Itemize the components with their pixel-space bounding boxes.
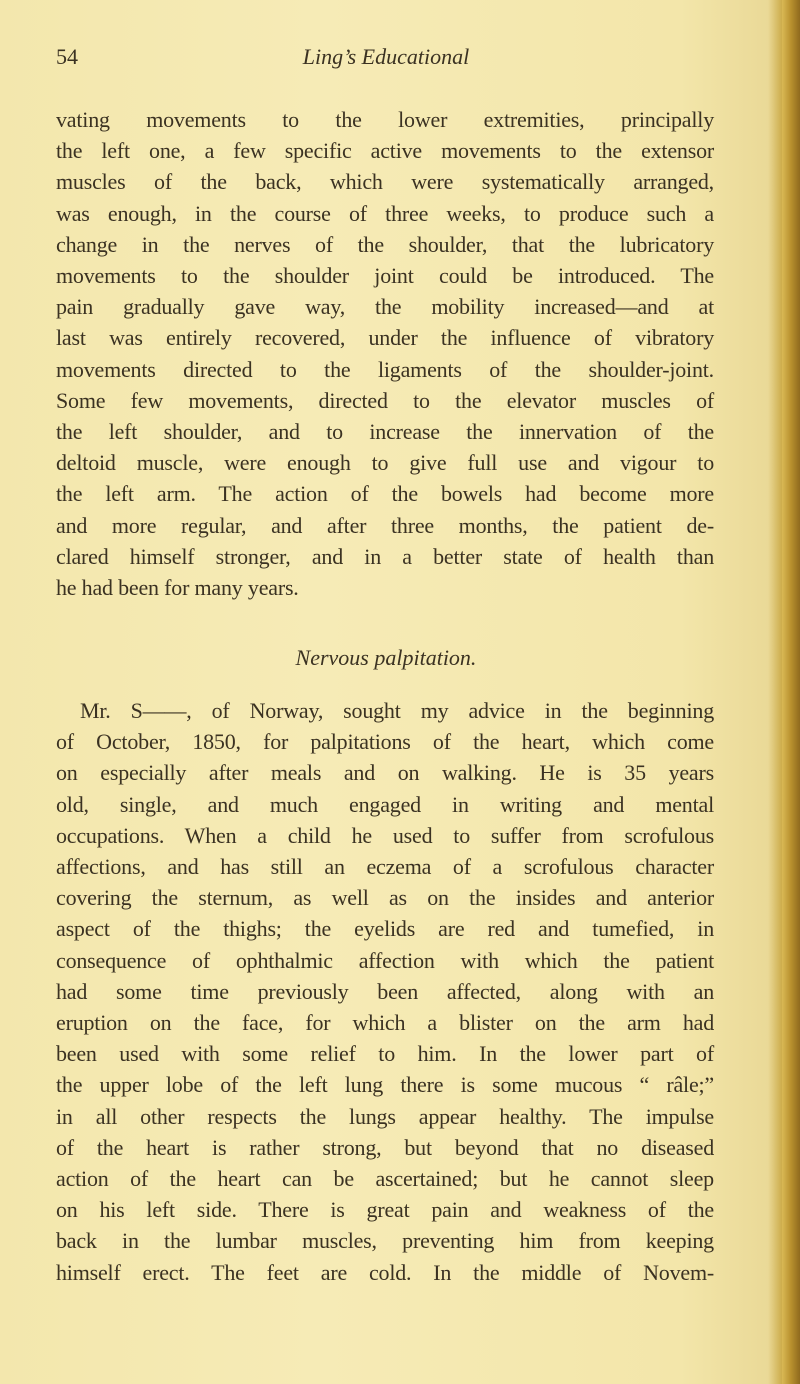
- text-line: aspect of the thighs; the eyelids are red and tumefied, in: [56, 916, 714, 942]
- text-line: old, single, and much engaged in writing and mental: [56, 791, 714, 817]
- text-line: last was entirely recovered, under the influence of vibratory: [56, 325, 714, 351]
- text-line: was enough, in the course of three weeks, to produce such a: [56, 200, 714, 226]
- text-line: of October, 1850, for palpitations of the heart, which come: [56, 729, 714, 755]
- text-line: muscles of the back, which were systematically arranged,: [56, 169, 714, 195]
- text-line: he had been for many years.: [56, 575, 299, 600]
- running-title: Ling’s Educational: [302, 44, 470, 69]
- text-line: action of the heart can be ascertained; but he cannot sleep: [56, 1166, 714, 1191]
- text-line: in all other respects the lungs appear healthy. The impulse: [56, 1103, 714, 1129]
- text-line: been used with some relief to him. In the lower part of: [56, 1041, 714, 1067]
- text-line: clared himself stronger, and in a better state of health than: [56, 543, 714, 569]
- text-line: pain gradually gave way, the mobility increased—and at: [56, 294, 714, 320]
- text-line: himself erect. The feet are cold. In the middle of Novem-: [56, 1259, 714, 1285]
- text-line: and more regular, and after three months, the patient de-: [56, 512, 714, 538]
- text-line: eruption on the face, for which a blister on the arm had: [56, 1010, 714, 1035]
- text-line: the left shoulder, and to increase the innervation of the: [56, 419, 714, 444]
- text-line: Mr. S——, of Norway, sought my advice in the beginning: [80, 698, 714, 723]
- text-line: deltoid muscle, were enough to give full use and vigour to: [56, 450, 714, 476]
- text-line: affections, and has still an eczema of a scrofulous character: [56, 854, 714, 879]
- text-line: of the heart is rather strong, but beyond that no diseased: [56, 1134, 714, 1160]
- text-line: occupations. When a child he used to suffer from scrofulous: [56, 822, 714, 848]
- page-number: 54: [56, 44, 78, 69]
- text-line: the left arm. The action of the bowels had become more: [56, 481, 714, 507]
- text-line: the left one, a few specific active movements to the extensor: [56, 138, 714, 164]
- text-line: covering the sternum, as well as on the insides and anterior: [56, 885, 714, 911]
- text-line: vating movements to the lower extremities, principally: [56, 107, 714, 132]
- text-line: change in the nerves of the shoulder, that the lubricatory: [56, 231, 714, 257]
- section-heading: Nervous palpitation.: [295, 645, 477, 670]
- page-header: [56, 44, 716, 78]
- text-line: had some time previously been affected, along with an: [56, 978, 714, 1004]
- text-line: back in the lumbar muscles, preventing him from keeping: [56, 1228, 714, 1254]
- text-line: consequence of ophthalmic affection with which the patient: [56, 947, 714, 973]
- text-line: movements directed to the ligaments of the shoulder-joint.: [56, 356, 714, 382]
- text-line: Some few movements, directed to the elevator muscles of: [56, 387, 714, 413]
- text-line: on his left side. There is great pain and weakness of the: [56, 1197, 714, 1223]
- book-binding-edge: [782, 0, 800, 1384]
- text-line: on especially after meals and on walking. He is 35 years: [56, 760, 714, 786]
- text-line: the upper lobe of the left lung there is some mucous “ râle;”: [56, 1072, 714, 1098]
- text-line: movements to the shoulder joint could be introduced. The: [56, 263, 714, 288]
